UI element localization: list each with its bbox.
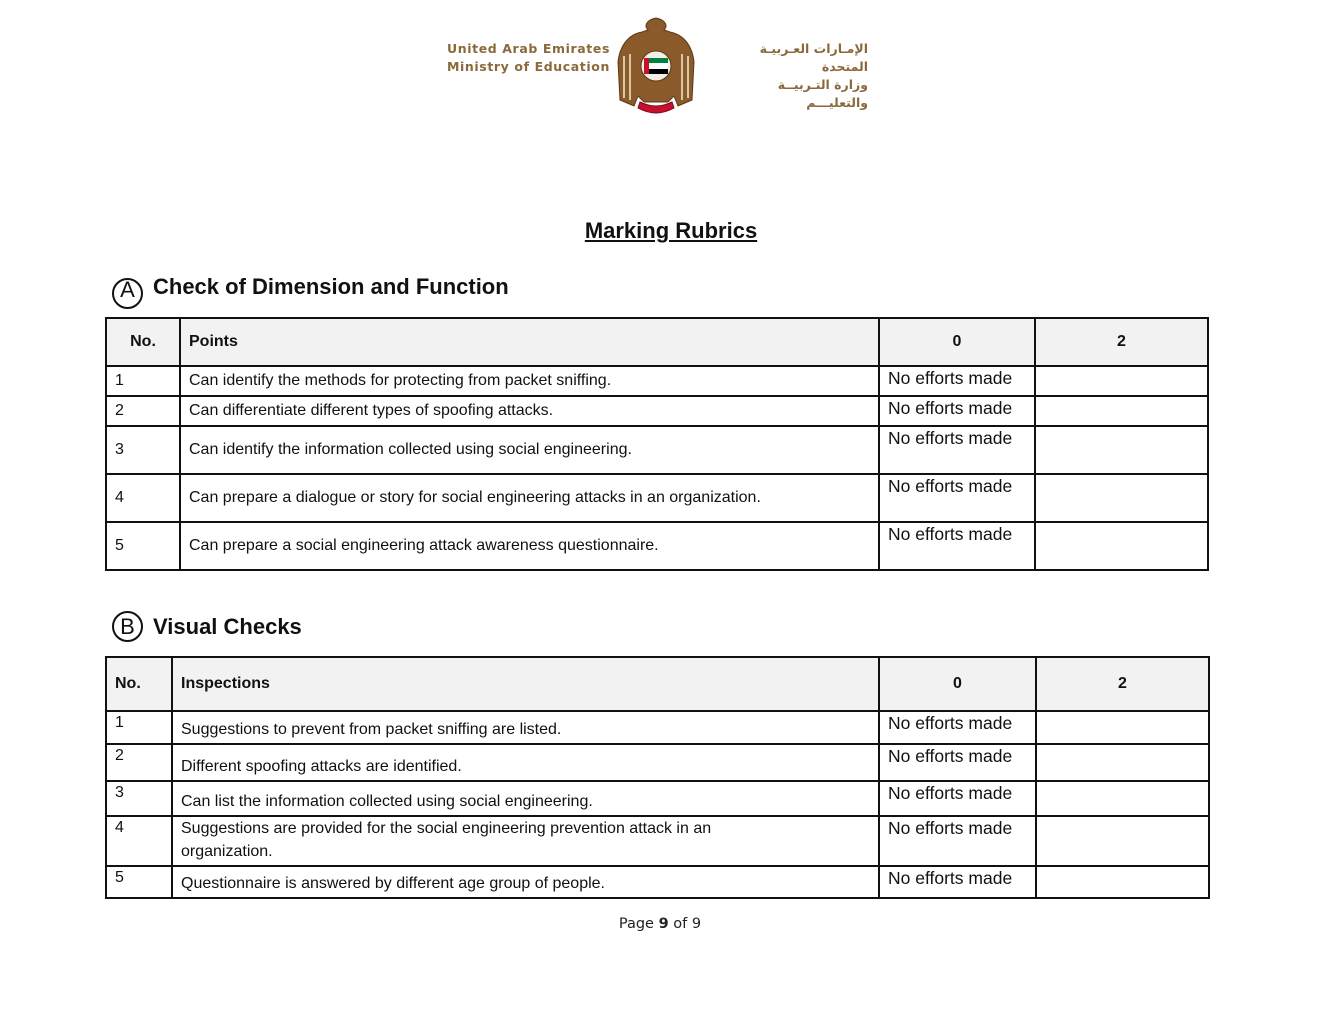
page-title [0, 218, 1320, 244]
column-header-score-0: 0 [879, 657, 1036, 711]
table-header-row [106, 318, 1208, 366]
page-label: Page [618, 916, 654, 932]
ministry-name-en [447, 40, 610, 76]
row-number: 2 [106, 744, 172, 781]
score-2-cell[interactable] [1035, 474, 1208, 522]
score-0-cell: No efforts made [879, 816, 1036, 866]
column-header-no: No. [106, 318, 180, 366]
page-footer [0, 916, 1320, 932]
section-a-heading [112, 272, 509, 309]
row-text: Can prepare a dialogue or story for social engineering attacks in an organization. [180, 474, 879, 522]
score-0-cell: No efforts made [879, 396, 1035, 426]
page-title-text: Marking Rubrics [584, 218, 758, 243]
row-text: Suggestions to prevent from packet sniffing are listed. [172, 711, 879, 744]
row-number: 3 [106, 781, 172, 816]
page-header [0, 16, 1320, 122]
row-number: 3 [106, 426, 180, 474]
row-text: Questionnaire is answered by different age group of people. [172, 866, 879, 898]
table-row [106, 781, 1209, 816]
ministry-name-ar [718, 40, 868, 112]
circle-a-icon: A [112, 278, 143, 309]
score-0-cell: No efforts made [879, 744, 1036, 781]
row-text: Can differentiate different types of spoofing attacks. [180, 396, 879, 426]
circle-b-icon: B [112, 611, 143, 642]
score-2-cell[interactable] [1035, 522, 1208, 570]
table-row [106, 866, 1209, 898]
table-row [106, 426, 1208, 474]
ministry-ar-line-1: الإمـارات العـربيـة المتحدة [759, 41, 868, 74]
ministry-line-1: United Arab Emirates [447, 41, 611, 56]
score-2-cell[interactable] [1036, 866, 1209, 898]
section-a-title: Check of Dimension and Function [153, 273, 509, 299]
row-text: Can identify the methods for protecting from packet sniffing. [180, 366, 879, 396]
score-0-cell: No efforts made [879, 522, 1035, 570]
table-header-row [106, 657, 1209, 711]
column-header-score-2: 2 [1035, 318, 1208, 366]
column-header-score-0: 0 [879, 318, 1035, 366]
row-number: 1 [106, 366, 180, 396]
table-row [106, 366, 1208, 396]
score-2-cell[interactable] [1035, 366, 1208, 396]
score-2-cell[interactable] [1035, 426, 1208, 474]
row-text: Can prepare a social engineering attack awareness questionnaire. [180, 522, 879, 570]
score-0-cell: No efforts made [879, 426, 1035, 474]
table-row [106, 711, 1209, 744]
score-2-cell[interactable] [1036, 781, 1209, 816]
rubric-table-b [105, 656, 1210, 899]
score-0-cell: No efforts made [879, 366, 1035, 396]
row-number: 2 [106, 396, 180, 426]
row-text: Can list the information collected using social engineering. [172, 781, 879, 816]
column-header-score-2: 2 [1036, 657, 1209, 711]
score-0-cell: No efforts made [879, 474, 1035, 522]
table-row [106, 522, 1208, 570]
section-b-heading [112, 611, 302, 642]
score-0-cell: No efforts made [879, 781, 1036, 816]
row-text: Can identify the information collected using social engineering. [180, 426, 879, 474]
score-2-cell[interactable] [1036, 711, 1209, 744]
column-header-inspections: Inspections [172, 657, 879, 711]
uae-emblem-icon [616, 16, 696, 120]
table-row [106, 474, 1208, 522]
page-total: 9 [691, 916, 702, 932]
row-number: 5 [106, 866, 172, 898]
score-2-cell[interactable] [1035, 396, 1208, 426]
rubric-table-a [105, 317, 1209, 571]
row-number: 4 [106, 816, 172, 866]
row-number: 1 [106, 711, 172, 744]
row-number: 5 [106, 522, 180, 570]
row-number: 4 [106, 474, 180, 522]
score-0-cell: No efforts made [879, 711, 1036, 744]
row-text: Suggestions are provided for the social engineering prevention attack in an organization. [172, 816, 879, 866]
score-2-cell[interactable] [1036, 816, 1209, 866]
table-row [106, 816, 1209, 866]
table-row [106, 744, 1209, 781]
page-of-label: of [673, 916, 688, 932]
section-b-title: Visual Checks [153, 613, 302, 639]
table-row [106, 396, 1208, 426]
score-0-cell: No efforts made [879, 866, 1036, 898]
column-header-points: Points [180, 318, 879, 366]
ministry-ar-line-2: وزارة التـربيــة والتعليـــم [777, 77, 868, 110]
ministry-line-2: Ministry of Education [447, 59, 610, 74]
score-2-cell[interactable] [1036, 744, 1209, 781]
column-header-no: No. [106, 657, 172, 711]
row-text: Different spoofing attacks are identified. [172, 744, 879, 781]
page-current: 9 [658, 916, 669, 932]
